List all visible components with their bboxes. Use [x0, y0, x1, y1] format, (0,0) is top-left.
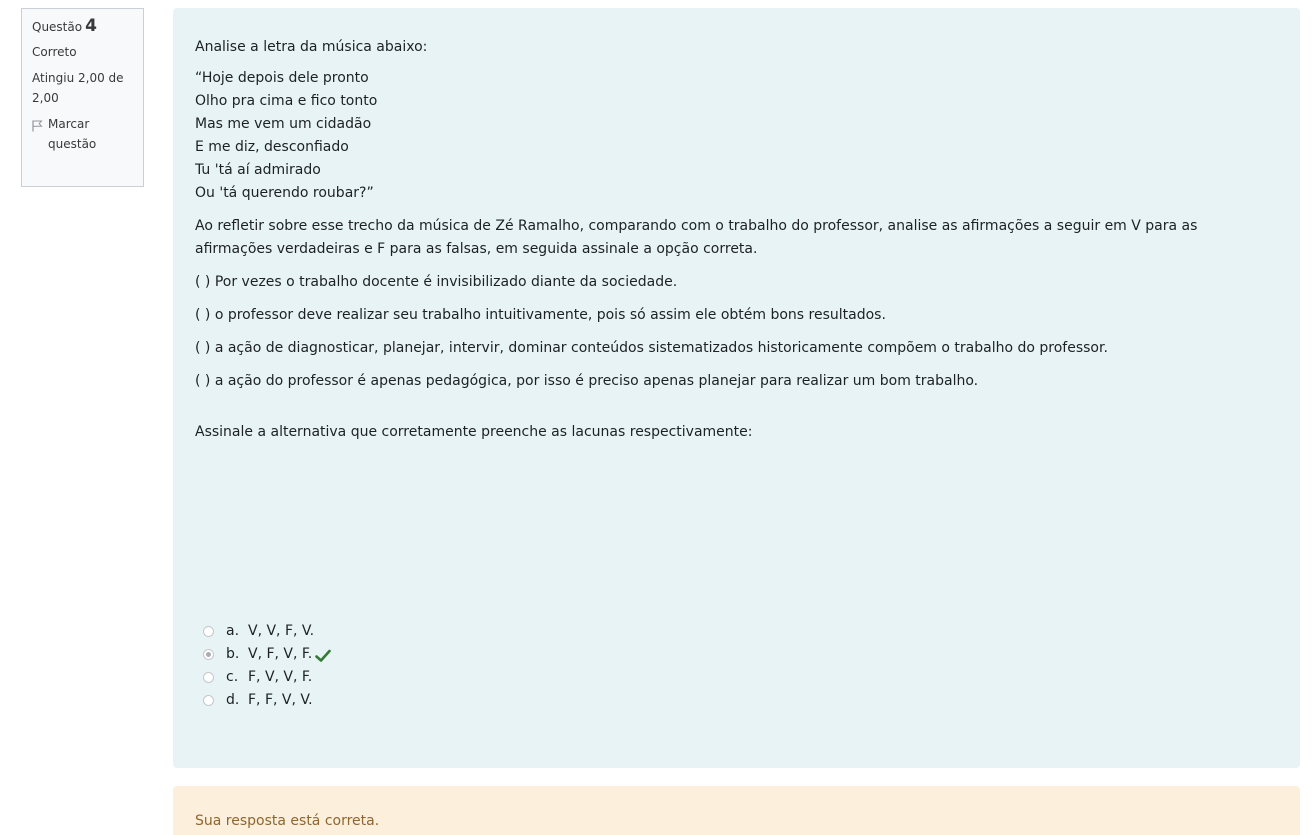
question-content — [173, 8, 1300, 768]
feedback-panel — [173, 786, 1300, 835]
lyrics-line: “Hoje depois dele pronto — [195, 70, 369, 86]
lyrics-block — [195, 67, 1278, 205]
flag-label: Marcar questão — [48, 117, 97, 151]
statement-1: ( ) Por vezes o trabalho docente é invisibilizado diante da sociedade. — [195, 274, 678, 290]
lyrics-line: Olho pra cima e fico tonto — [195, 93, 378, 109]
radio-d[interactable] — [203, 695, 214, 706]
answer-options — [203, 620, 331, 712]
question-prompt: Ao refletir sobre esse trecho da música de Zé Ramalho, comparando com o trabalho do professor, analise as afirmações a seguir em V para as afirmações verdadeiras e F para as falsas, em seguida assinale a opção correta. — [195, 218, 1198, 257]
flag-icon — [32, 118, 43, 130]
question-grade: Atingiu 2,00 de 2,00 — [32, 71, 124, 105]
question-instruction: Assinale a alternativa que corretamente preenche as lacunas respectivamente: — [195, 424, 753, 440]
answer-option-d[interactable] — [203, 689, 331, 712]
answer-letter: a. — [226, 623, 240, 639]
question-number — [32, 17, 137, 36]
answer-text: V, V, F, V. — [248, 623, 315, 639]
correct-check-icon — [315, 648, 331, 662]
statement-2: ( ) o professor deve realizar seu trabalho intuitivamente, pois só assim ele obtém bons resultados. — [195, 307, 886, 323]
answer-letter: b. — [226, 646, 240, 662]
answer-text: F, V, V, F. — [248, 669, 313, 685]
flag-question-link[interactable] — [32, 114, 137, 154]
answer-text: F, F, V, V. — [248, 692, 313, 708]
radio-a[interactable] — [203, 626, 214, 637]
question-number-value: 4 — [85, 16, 97, 36]
radio-c[interactable] — [203, 672, 214, 683]
question-label: Questão — [32, 20, 83, 34]
question-state: Correto — [32, 45, 77, 59]
answer-option-c[interactable] — [203, 666, 331, 689]
radio-b[interactable] — [203, 649, 214, 660]
answer-text: V, F, V, F. — [248, 646, 313, 662]
statement-4: ( ) a ação do professor é apenas pedagógica, por isso é preciso apenas planejar para realizar um bom trabalho. — [195, 373, 979, 389]
lyrics-line: Tu 'tá aí admirado — [195, 162, 321, 178]
answer-letter: d. — [226, 692, 240, 708]
lyrics-line: E me diz, desconfiado — [195, 139, 349, 155]
lyrics-line: Ou 'tá querendo roubar?” — [195, 185, 374, 201]
statement-3: ( ) a ação de diagnosticar, planejar, intervir, dominar conteúdos sistematizados historicamente compõem o trabalho do professor. — [195, 340, 1108, 356]
lyrics-line: Mas me vem um cidadão — [195, 116, 372, 132]
question-intro: Analise a letra da música abaixo: — [195, 39, 428, 55]
feedback-text: Sua resposta está correta. — [195, 813, 380, 829]
question-info-panel — [21, 8, 144, 187]
answer-option-a[interactable] — [203, 620, 331, 643]
answer-option-b[interactable] — [203, 643, 331, 666]
answer-letter: c. — [226, 669, 239, 685]
